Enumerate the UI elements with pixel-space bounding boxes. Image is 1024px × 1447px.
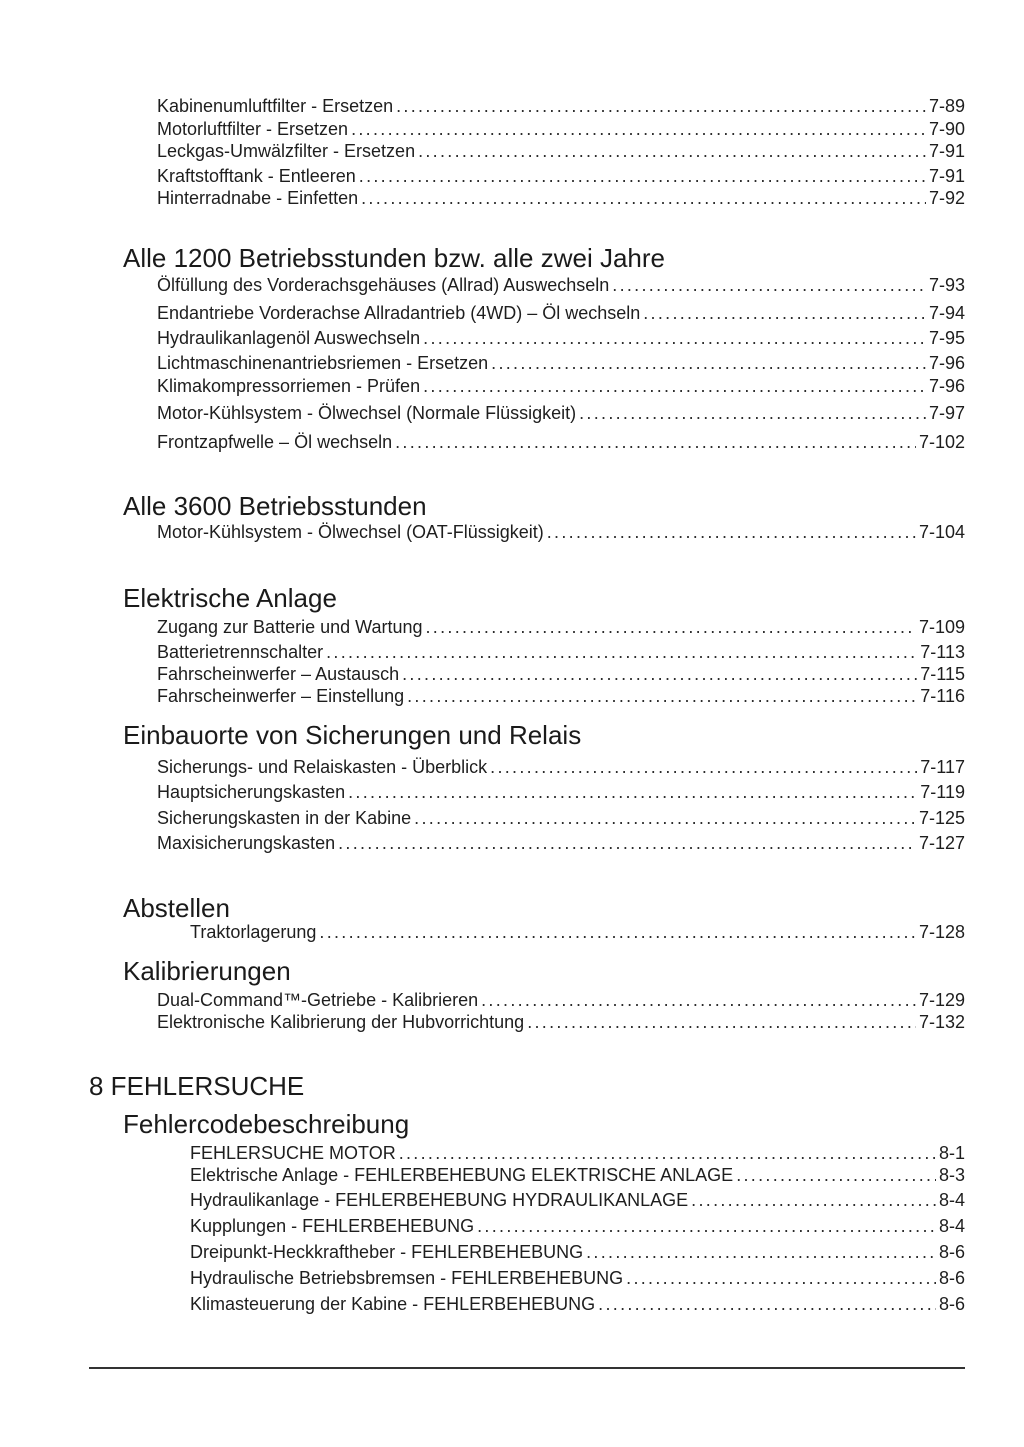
toc-entry-label: Elektrische Anlage - FEHLERBEHEBUNG ELEKTRISCHE ANLAGE xyxy=(190,1165,734,1185)
dot-leader xyxy=(547,520,916,544)
toc-entry-page: 7-92 xyxy=(928,188,965,208)
toc-entry[interactable] xyxy=(157,326,965,350)
dot-leader xyxy=(598,1292,936,1316)
toc-entry[interactable] xyxy=(157,94,965,118)
toc-entry-label: Kraftstofftank - Entleeren xyxy=(157,166,356,186)
toc-entry-page: 7-91 xyxy=(928,141,965,161)
toc-entry-page: 7-95 xyxy=(928,328,965,348)
toc-entry-label: Motor-Kühlsystem - Ölwechsel (Normale Flüssigkeit) xyxy=(157,403,577,423)
section-heading: Fehlercodebeschreibung xyxy=(123,1109,410,1139)
toc-entry-label: Fahrscheinwerfer – Einstellung xyxy=(157,686,405,706)
toc-entry-label: Traktorlagerung xyxy=(190,922,317,942)
toc-entry-page: 8-6 xyxy=(938,1242,965,1262)
dot-leader xyxy=(477,1214,936,1238)
toc-entry[interactable] xyxy=(157,615,965,639)
toc-entry-label: Klimasteuerung der Kabine - FEHLERBEHEBUNG xyxy=(190,1294,596,1314)
dot-leader xyxy=(736,1163,936,1187)
toc-entry-label: Motor-Kühlsystem - Ölwechsel (OAT-Flüssigkeit) xyxy=(157,522,544,542)
dot-leader xyxy=(490,755,917,779)
toc-entry[interactable] xyxy=(157,351,965,375)
dot-leader xyxy=(481,988,916,1012)
dot-leader xyxy=(348,780,917,804)
toc-entry-label: Leckgas-Umwälzfilter - Ersetzen xyxy=(157,141,416,161)
toc-entry-page: 7-117 xyxy=(920,757,965,777)
toc-entry-page: 7-89 xyxy=(928,96,965,116)
toc-entry-page: 7-96 xyxy=(928,353,965,373)
dot-leader xyxy=(319,920,916,944)
section-heading: Alle 1200 Betriebsstunden bzw. alle zwei Jahre xyxy=(123,243,665,273)
toc-entry-page: 7-129 xyxy=(918,990,965,1010)
toc-entry-label: Endantriebe Vorderachse Allradantrieb (4WD) – Öl wechseln xyxy=(157,303,641,323)
dot-leader xyxy=(361,186,926,210)
dot-leader xyxy=(399,1141,936,1165)
dot-leader xyxy=(396,94,926,118)
dot-leader xyxy=(359,164,926,188)
section-heading: Kalibrierungen xyxy=(123,956,291,986)
toc-entry-label: Hauptsicherungskasten xyxy=(157,782,346,802)
toc-entry-page: 7-116 xyxy=(920,686,965,706)
toc-entry-page: 8-4 xyxy=(938,1216,965,1236)
toc-entry-page: 7-119 xyxy=(920,782,965,802)
toc-entry-label: Hinterradnabe - Einfetten xyxy=(157,188,359,208)
toc-entry-label: Hydraulikanlage - FEHLERBEHEBUNG HYDRAULIKANLAGE xyxy=(190,1190,689,1210)
toc-entry[interactable] xyxy=(157,401,965,425)
dot-leader xyxy=(691,1188,936,1212)
toc-entry[interactable] xyxy=(190,1141,965,1165)
section-heading: Elektrische Anlage xyxy=(123,583,337,613)
toc-entry-label: Motorluftfilter - Ersetzen xyxy=(157,119,349,139)
toc-entry[interactable] xyxy=(157,806,965,830)
toc-entry[interactable] xyxy=(190,1163,965,1187)
toc-entry-page: 7-109 xyxy=(918,617,965,637)
dot-leader xyxy=(407,684,917,708)
dot-leader xyxy=(425,615,915,639)
dot-leader xyxy=(423,326,926,350)
toc-entry[interactable] xyxy=(157,374,965,398)
chapter-title: 8 FEHLERSUCHE xyxy=(89,1071,305,1101)
toc-entry[interactable] xyxy=(157,662,965,686)
dot-leader xyxy=(326,640,917,664)
toc-entry-label: Kabinenumluftfilter - Ersetzen xyxy=(157,96,394,116)
toc-entry-page: 8-6 xyxy=(938,1294,965,1314)
toc-entry[interactable] xyxy=(190,1214,965,1238)
toc-entry[interactable] xyxy=(157,301,965,325)
toc-entry-label: Sicherungskasten in der Kabine xyxy=(157,808,412,828)
dot-leader xyxy=(351,117,926,141)
toc-entry-page: 7-90 xyxy=(928,119,965,139)
footer-rule xyxy=(89,1367,965,1369)
toc-entry-label: Maxisicherungskasten xyxy=(157,833,336,853)
toc-entry-label: Hydraulische Betriebsbremsen - FEHLERBEHEBUNG xyxy=(190,1268,624,1288)
toc-entry-page: 7-128 xyxy=(918,922,965,942)
toc-entry-label: Lichtmaschinenantriebsriemen - Ersetzen xyxy=(157,353,489,373)
dot-leader xyxy=(579,401,926,425)
toc-entry-label: Sicherungs- und Relaiskasten - Überblick xyxy=(157,757,488,777)
toc-entry-page: 7-93 xyxy=(928,275,965,295)
toc-entry[interactable] xyxy=(157,139,965,163)
toc-entry-page: 7-96 xyxy=(928,376,965,396)
toc-entry-page: 7-127 xyxy=(918,833,965,853)
toc-entry[interactable] xyxy=(190,1240,965,1264)
toc-entry-label: Dreipunkt-Heckkraftheber - FEHLERBEHEBUNG xyxy=(190,1242,584,1262)
section-heading: Einbauorte von Sicherungen und Relais xyxy=(123,720,582,750)
toc-entry[interactable] xyxy=(157,430,965,454)
toc-entry[interactable] xyxy=(157,684,965,708)
toc-entry-label: Kupplungen - FEHLERBEHEBUNG xyxy=(190,1216,475,1236)
toc-entry[interactable] xyxy=(157,755,965,779)
dot-leader xyxy=(395,430,916,454)
dot-leader xyxy=(418,139,926,163)
toc-entry-label: Frontzapfwelle – Öl wechseln xyxy=(157,432,393,452)
dot-leader xyxy=(527,1010,916,1034)
toc-entry-page: 8-1 xyxy=(938,1143,965,1163)
toc-entry-page: 7-132 xyxy=(918,1012,965,1032)
toc-entry[interactable] xyxy=(157,117,965,141)
toc-entry-label: Ölfüllung des Vorderachsgehäuses (Allrad) Auswechseln xyxy=(157,275,610,295)
dot-leader xyxy=(626,1266,936,1290)
toc-entry-label: Elektronische Kalibrierung der Hubvorrichtung xyxy=(157,1012,525,1032)
dot-leader xyxy=(643,301,926,325)
toc-entry[interactable] xyxy=(157,780,965,804)
toc-entry[interactable] xyxy=(190,1292,965,1316)
toc-entry-page: 7-125 xyxy=(918,808,965,828)
toc-entry-label: Batterietrennschalter xyxy=(157,642,324,662)
toc-entry[interactable] xyxy=(157,273,965,297)
section-heading: Alle 3600 Betriebsstunden xyxy=(123,491,427,521)
toc-entry[interactable] xyxy=(190,1188,965,1212)
dot-leader xyxy=(491,351,926,375)
toc-entry[interactable] xyxy=(157,164,965,188)
toc-entry[interactable] xyxy=(157,640,965,664)
toc-entry-page: 7-113 xyxy=(920,642,965,662)
toc-entry-page: 7-97 xyxy=(928,403,965,423)
toc-entry-page: 8-3 xyxy=(938,1165,965,1185)
toc-entry-label: Zugang zur Batterie und Wartung xyxy=(157,617,423,637)
dot-leader xyxy=(612,273,926,297)
toc-entry[interactable] xyxy=(157,831,965,855)
toc-entry-page: 7-102 xyxy=(918,432,965,452)
toc-entry-page: 7-94 xyxy=(928,303,965,323)
toc-entry[interactable] xyxy=(190,1266,965,1290)
toc-entry-label: Klimakompressorriemen - Prüfen xyxy=(157,376,421,396)
toc-entry-page: 8-6 xyxy=(938,1268,965,1288)
toc-entry-page: 7-91 xyxy=(928,166,965,186)
toc-entry[interactable] xyxy=(190,920,965,944)
dot-leader xyxy=(338,831,916,855)
toc-entry-page: 7-115 xyxy=(920,664,965,684)
toc-entry[interactable] xyxy=(157,520,965,544)
section-heading: Abstellen xyxy=(123,893,230,923)
toc-entry-page: 8-4 xyxy=(938,1190,965,1210)
toc-entry[interactable] xyxy=(157,1010,965,1034)
toc-entry-label: Dual-Command™-Getriebe - Kalibrieren xyxy=(157,990,479,1010)
toc-entry-page: 7-104 xyxy=(918,522,965,542)
toc-entry-label: FEHLERSUCHE MOTOR xyxy=(190,1143,396,1163)
toc-entry-label: Fahrscheinwerfer – Austausch xyxy=(157,664,400,684)
toc-entry-label: Hydraulikanlagenöl Auswechseln xyxy=(157,328,421,348)
dot-leader xyxy=(414,806,916,830)
dot-leader xyxy=(423,374,926,398)
toc-entry[interactable] xyxy=(157,186,965,210)
dot-leader xyxy=(402,662,917,686)
toc-entry[interactable] xyxy=(157,988,965,1012)
dot-leader xyxy=(586,1240,936,1264)
